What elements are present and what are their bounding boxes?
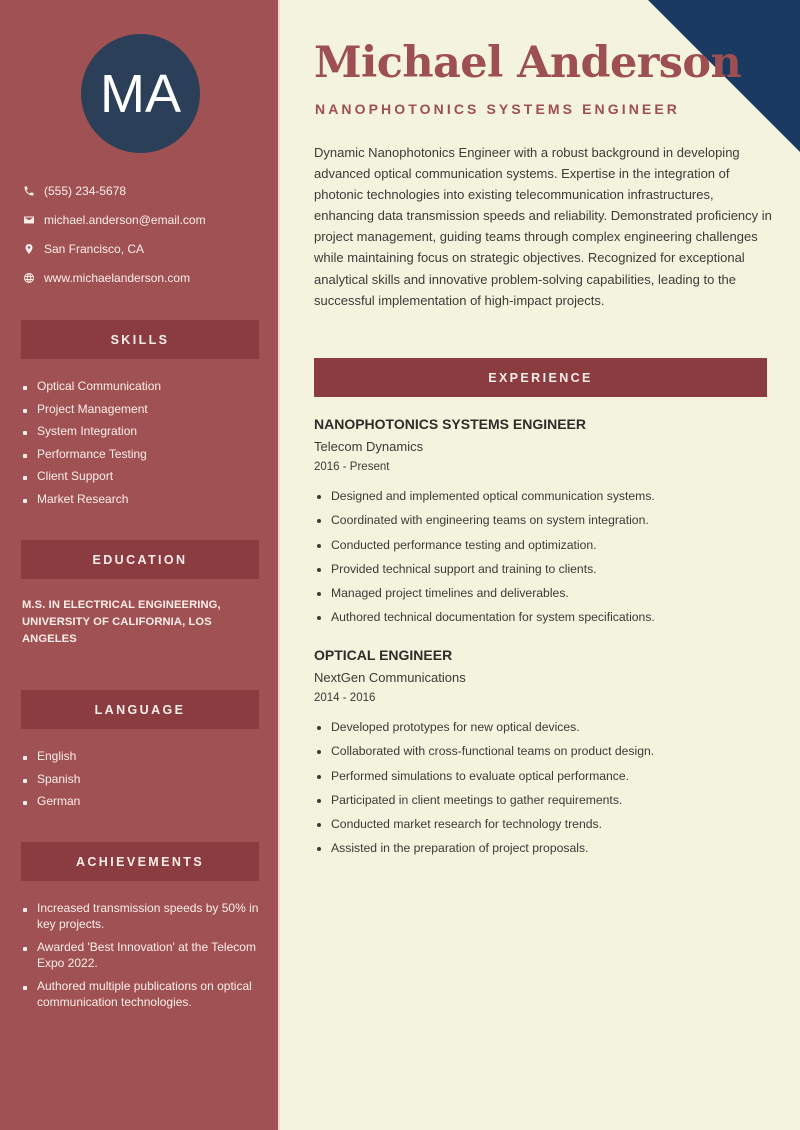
job-company: NextGen Communications xyxy=(314,670,466,685)
job-bullets xyxy=(314,715,774,861)
globe-icon xyxy=(22,271,35,284)
skills-heading: SKILLS xyxy=(21,320,259,359)
job-title: NANOPHOTONICS SYSTEMS ENGINEER xyxy=(314,416,587,432)
list-item: Authored technical documentation for system specifications. xyxy=(314,605,774,629)
achievements-list xyxy=(22,900,262,1017)
language-list xyxy=(22,745,80,813)
list-item: German xyxy=(22,790,80,813)
candidate-title: NANOPHOTONICS SYSTEMS ENGINEER xyxy=(315,101,681,117)
job-dates: 2016 - Present xyxy=(314,461,390,473)
contact-website xyxy=(22,263,206,292)
list-item: Performance Testing xyxy=(22,443,161,466)
job-title: OPTICAL ENGINEER xyxy=(314,647,453,663)
website-text[interactable]: www.michaelanderson.com xyxy=(44,270,191,285)
job-bullets xyxy=(314,484,774,630)
location-pin-icon xyxy=(22,242,35,255)
contact-list xyxy=(22,176,206,292)
list-item: Market Research xyxy=(22,488,161,511)
list-item: Spanish xyxy=(22,768,80,791)
job-dates: 2014 - 2016 xyxy=(314,692,376,704)
list-item: Client Support xyxy=(22,465,161,488)
list-item: Collaborated with cross-functional teams on product design. xyxy=(314,739,774,763)
list-item: Managed project timelines and deliverables. xyxy=(314,581,774,605)
sidebar xyxy=(0,0,280,1130)
education-heading: EDUCATION xyxy=(21,540,259,579)
education-entry: M.S. IN ELECTRICAL ENGINEERING, UNIVERSITY OF CALIFORNIA, LOS ANGELES xyxy=(22,599,221,645)
experience-heading: EXPERIENCE xyxy=(314,358,767,397)
list-item: Authored multiple publications on optical communication technologies. xyxy=(22,978,262,1010)
list-item: Designed and implemented optical communication systems. xyxy=(314,484,774,508)
avatar: MA xyxy=(81,34,200,153)
candidate-name: Michael Anderson xyxy=(314,38,742,88)
list-item: Conducted market research for technology trends. xyxy=(314,812,774,836)
list-item: Performed simulations to evaluate optical performance. xyxy=(314,764,774,788)
email-text[interactable]: michael.anderson@email.com xyxy=(44,212,206,227)
list-item: Project Management xyxy=(22,398,161,421)
contact-email xyxy=(22,205,206,234)
profile-summary: Dynamic Nanophotonics Engineer with a robust background in developing advanced optical communication systems. Expertise in the integration of photonic technologies into existing telecommunication infrastructures, enhancing data transmission speeds and reliability. Demonstrated proficiency in project management, guiding teams through complex engineering challenges while maintaining focus on strategic objectives. Recognized for exceptional analytical skills and innovative problem-solving capabilities, leading to the successful implementation of high-impact projects. xyxy=(314,145,772,308)
job-entry xyxy=(314,415,774,630)
list-item: Awarded 'Best Innovation' at the Telecom Expo 2022. xyxy=(22,939,262,971)
list-item: Increased transmission speeds by 50% in key projects. xyxy=(22,900,262,932)
list-item: Developed prototypes for new optical devices. xyxy=(314,715,774,739)
contact-phone xyxy=(22,176,206,205)
job-entry xyxy=(314,646,774,861)
list-item: Coordinated with engineering teams on system integration. xyxy=(314,508,774,532)
phone-icon xyxy=(22,184,35,197)
list-item: English xyxy=(22,745,80,768)
list-item: Assisted in the preparation of project proposals. xyxy=(314,836,774,860)
contact-location xyxy=(22,234,206,263)
email-icon xyxy=(22,213,35,226)
location-text: San Francisco, CA xyxy=(44,241,145,256)
achievements-heading: ACHIEVEMENTS xyxy=(21,842,259,881)
list-item: Optical Communication xyxy=(22,375,161,398)
list-item: Conducted performance testing and optimization. xyxy=(314,533,774,557)
skills-list xyxy=(22,375,161,511)
list-item: Provided technical support and training to clients. xyxy=(314,557,774,581)
job-company: Telecom Dynamics xyxy=(314,439,424,454)
list-item: System Integration xyxy=(22,420,161,443)
language-heading: LANGUAGE xyxy=(21,690,259,729)
phone-text: (555) 234-5678 xyxy=(44,183,127,198)
list-item: Participated in client meetings to gather requirements. xyxy=(314,788,774,812)
